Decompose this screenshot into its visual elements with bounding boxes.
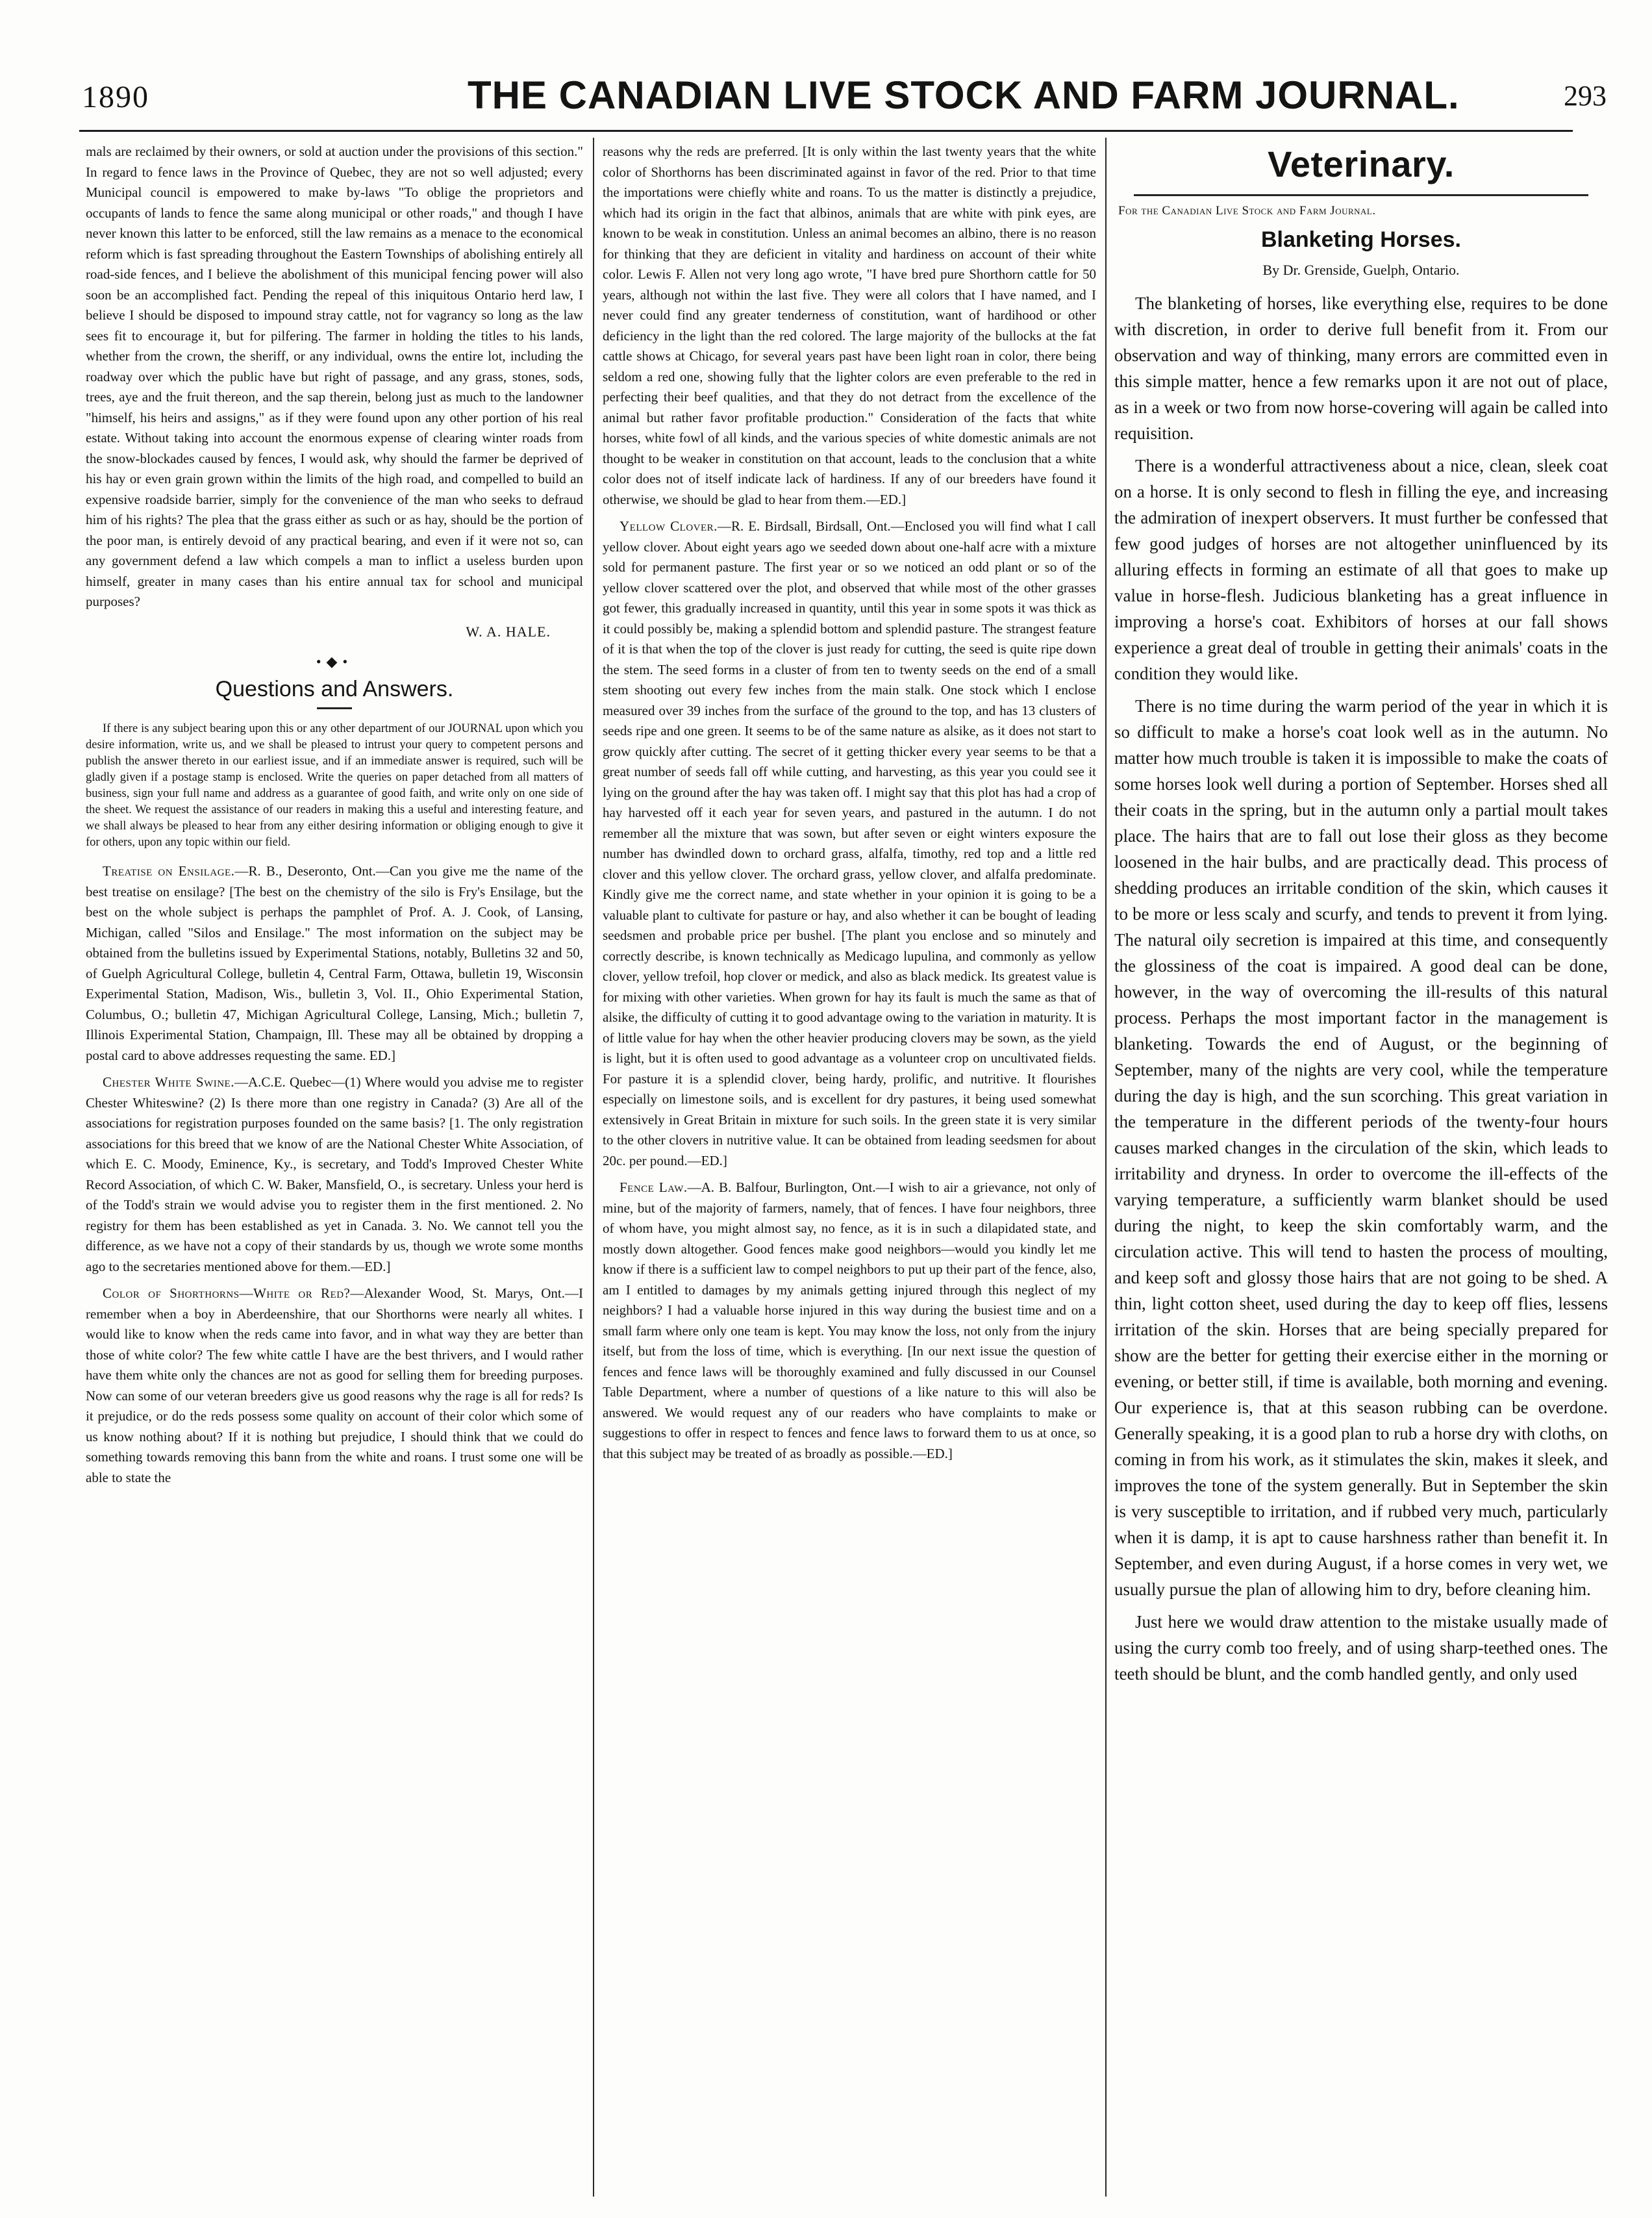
article-source-line: For the Canadian Live Stock and Farm Journal. <box>1118 204 1376 218</box>
author-signature: W. A. HALE. <box>466 623 551 640</box>
question-fence-law <box>603 1178 1096 1464</box>
question-heading: Color of Shorthorns—White or Red? <box>103 1285 351 1301</box>
column-divider <box>1105 138 1107 2197</box>
question-body: —A. B. Balfour, Burlington, Ont.—I wish to air a grievance, not only of mine, but of the majority of farmers, namely, that of fences. I have four neighbors, three of whom have, you might almost say, no fence, as it is in such a dilapidated state, and mostly down altogether. Good fences make good neighbors—would you kindly let me know if there is a sufficient law to compel neighbors to put up their part of the fence, also, am I entitled to damages by my animals getting injured through this neglect of my neighbors? I had a valuable horse injured in this way during the busiest time and on a small farm where only one team is kept. You may know the loss, not only from the injury itself, but from the loss of time, which is everything. [In our next issue the question of fences and fence laws will be thoroughly examined and fully discussed in our Counsel Table Department, where a number of questions of a like nature to this will also be answered. We would request any of our readers who have complaints to make or suggestions to offer in respect to fences and fence laws to forward them to us at once, so that this subject may be treated of as broadly as possible.—ED.] <box>603 1179 1096 1461</box>
column-divider <box>593 138 594 2197</box>
question-heading: Chester White Swine. <box>103 1074 234 1090</box>
question-yellow-clover <box>603 516 1096 1171</box>
column-middle <box>603 142 1096 2194</box>
article-paragraph: The blanketing of horses, like everything else, requires to be done with discretion, in order to derive full benefit from it. From our observation and way of thinking, many errors are committed even in this simple matter, hence a few remarks upon it are not out of place, as in a week or two from now horse-covering will again be called into requisition. <box>1114 294 1608 443</box>
question-body: —A.C.E. Quebec—(1) Where would you advise me to register Chester Whiteswine? (2) Is there more than one registry in Canada? (3) Are all of the associations for registration purposes founded on the same basis? [1. The only registration associations for this breed that we know of are the National Chester White Association, of which E. C. Moody, Eminence, Ky., is secretary, and Todd's Improved Chester White Record Association, of which C. W. Baker, Mansfield, O., is secretary. Unless your herd is of the Todd's strain we would advise you to register them in the first mentioned. 2. No registry for them has been established as yet in Canada. 3. No. We cannot tell you the difference, as we have not a copy of their standards by us, though we wrote some months ago to the secretaries mentioned above for them.—ED.] <box>86 1074 583 1274</box>
qa-intro-block <box>86 721 583 851</box>
question-ensilage <box>86 861 583 1066</box>
article-continuation: mals are reclaimed by their owners, or sold at auction under the provisions of this section." In regard to fence laws in the Province of Quebec, they are not so well adjusted; every Municipal council is empowered to make by-laws "To oblige the proprietors and occupants of lands to fence the same along municipal or other roads," and though I have never known this latter to be enforced, still the law remains as a menace to the economical reform which is fast spreading throughout the Eastern Townships of abolishing entirely all road-side fences, and I believe the abolishment of this municipal fencing power will also soon be an accomplished fact. Pending the repeal of this iniquitous Ontario herd law, I believe I should be disposed to impound stray cattle, not for vagrancy so long as the law sees fit to encourage it, but for pilfering. The farmer in holding the titles to his lands, whether from the crown, the sheriff, or any individual, owns the entire lot, including the roadway over which the public have but right of passage, and any grass, stones, sods, trees, aye and the fruit thereon, and the sap therein, belong just as much to the landowner "himself, his heirs and assigns," as if they were found upon any other portion of his real estate. Without taking into account the enormous expense of clearing winter roads from the snow-blockades caused by fences, I would ask, why should the farmer be deprived of his hay or even grain grown within the limits of the high road, and compelled to build an expensive roadside barrier, simply for the convenience of the man who seeks to defraud him of his rights? The plea that the grass either as such or as hay, should be the portion of the poor man, is entirely devoid of any practical bearing, and even if it were not so, can any government defend a law which compels a man to inflict a useless burden upon himself, greater in many cases than his entire annual tax for school and municipal purposes? <box>86 144 583 609</box>
masthead-rule <box>79 130 1573 132</box>
heading-rule <box>317 707 352 709</box>
column-left <box>86 142 583 2194</box>
section-heading-veterinary: Veterinary. <box>1268 144 1455 184</box>
question-chester-white <box>86 1072 583 1277</box>
masthead <box>58 65 1630 117</box>
column-right <box>1114 142 1608 2194</box>
answer-continuation: reasons why the reds are preferred. [It is only within the last twenty years that the white color of Shorthorns has been discriminated against in favor of the red. Prior to that time the importations were chiefly white and roans. To us the matter is distinctly a prejudice, which had its origin in the fact that albinos, animals that are white with pink eyes, are known to be weak in constitution. Unless an animal becomes an albino, there is no reason for thinking that they are deficient in vitality and hardiness on account of their white color. Lewis F. Allen not very long ago wrote, "I have bred pure Shorthorn cattle for 50 years, although not within the last five. They were all colors that I have named, and I never could find any greater tenderness of constitution, want of hardihood or other deficiency in the light than the red colored. The large majority of the bullocks at the fat cattle shows at Chicago, for several years past have been light roan in color, there being seldom a red one, showing fully that the lighter colors are even preferable to the red in perfecting their beef qualities, and that they do not detract from the excellence of the animal but rather favor profitable production." Consideration of the facts that white horses, white fowl of all kinds, and the various species of white domestic animals are not thought to be weaker in constitution on that account, leads to the conclusion that a white color does not of itself indicate lack of hardiness. If any of our breeders have found it otherwise, we should be glad to hear from them.—ED.] <box>603 144 1096 507</box>
question-body: —R. E. Birdsall, Birdsall, Ont.—Enclosed you will find what I call yellow clover. About eight years ago we seeded down about one-half acre with a mixture sold for permanent pasture. The first year or so we noticed an odd plant or so of the yellow clover scattered over the plot, and observed that while most of the other grasses got fewer, this gradually increased in quantity, until this year in some spots it was thick as it could possibly be, making a splendid bottom and splendid pasture. The strangest feature of it is that when the top of the clover is just ready for cutting, the seed is quite ripe down the stem. The seed forms in a cluster of from ten to twenty seeds on the end of a small stem shooting out every few inches from the main stalk. One stock which I enclose measured over 39 inches from the surface of the ground to the top, and has 13 clusters of seeds ripe and one green. It seems to be of the same nature as alsike, as it does not start to grow quickly after cutting. The secret of it getting thicker every year seems to be that a great number of seeds fall off while cutting, and harvesting, as this year you could see it lying on the ground after the hay was taken off. I might say that this plot has had a crop of hay harvested off it each year for seven years, and pastured in the autumn. I do not remember all the mixture that was sown, but after seven or eight winters exposure the number has dwindled down to orchard grass, alfalfa, timothy, red top and a little red clover and this yellow clover. The orchard grass, yellow clover, and alfalfa predominate. Kindly give me the correct name, and state whether in your opinion it is going to be a valuable plant to cultivate for pasture or hay, and also whether it can be bought of leading seedsmen and probable price per bushel. [The plant you enclose and so minutely and correctly describe, is known technically as Medicago lupulina, and commonly as yellow clover, yellow trefoil, hop clover or medick, and also as black medick. Its greatest value is for mixing with other varieties. When grown for hay its fault is much the same as that of alsike, the difficulty of cutting it to good advantage owing to the variation in maturity. It is of little value for hay when the other heavier producing clovers may be sown, as the yield is light, but it is often used to good advantage as a volunteer crop on uncultivated fields. For pasture it is a splendid clover, being hardy, prolific, and nutritive. It flourishes especially on limestone soils, and is excellent for dry pastures, it being used somewhat extensively in Great Britain in mixture for such soils. In the green state it is very similar to the other clovers in nutritive value. It can be obtained from leading seedsmen for about 20c. per pound.—ED.] <box>603 518 1096 1168</box>
qa-intro-text: If there is any subject bearing upon this or any other department of our JOURNAL upon which you desire information, write us, and we shall be pleased to intrust your query to competent persons and publish the answer thereto in our earliest issue, and if an immediate answer is required, such will be gladly given if a postage stamp is enclosed. Write the queries on paper detached from all matters of business, sign your full name and address as a guarantee of good faith, and write only on one side of the sheet. We request the assistance of our readers in making this a useful and interesting feature, and we shall always be pleased to hear from any either desiring information or obliging enough to give it for others, upon any topic within our field. <box>86 722 583 849</box>
question-body: —Alexander Wood, St. Marys, Ont.—I remember when a boy in Aberdeenshire, that our Shorthorns were nearly all whites. I would like to know when the reds came into favor, and in what way they are better than those of white color? The few white cattle I have are the best thrivers, and I would rather have them white only the chances are not as good for selling them for breeding purposes. Now can some of our veteran breeders give us good reasons why the rage is all for reds? Is it prejudice, or do the reds possess some quality on account of their color which some of us know nothing about? If it is nothing but prejudice, I should think that we could do something towards removing this bann from the white and roans. I trust some one will be able to state the <box>86 1285 583 1485</box>
article-paragraph: Just here we would draw attention to the mistake usually made of using the curry comb too freely, and of using sharp-teethed ones. The teeth should be blunt, and the comb handled gently, and only used <box>1114 1612 1608 1683</box>
issue-year: 1890 <box>82 80 149 114</box>
section-heading-questions: Questions and Answers. <box>215 677 454 701</box>
journal-title: THE CANADIAN LIVE STOCK AND FARM JOURNAL. <box>468 73 1460 117</box>
heading-rule <box>1134 194 1588 196</box>
question-shorthorns <box>86 1283 583 1488</box>
question-body: —R. B., Deseronto, Ont.—Can you give me the name of the best treatise on ensilage? [The best on the chemistry of the silo is Fry's Ensilage, but the best on the whole subject is perhaps the pamphlet of Prof. A. J. Cook, of Lansing, Michigan, called "Silos and Ensilage." The most information on the subject may be obtained from the bulletins issued by Experimental Stations, notably, Bulletins 32 and 50, of Guelph Agricultural College, bulletin 4, Central Farm, Ottawa, bulletin 19, Wisconsin Experimental Station, Madison, Wis., bulletin 3, Vol. II., Ohio Experimental Station, Columbus, O.; bulletin 47, Michigan Agricultural College, Lansing, Mich.; bulletin 7, Illinois Experimental Station, Champaign, Ill. These may all be obtained by dropping a postal card to above addresses requesting the same. ED.] <box>86 863 583 1063</box>
section-ornament: •◆• <box>316 653 353 670</box>
page-number: 293 <box>1564 80 1607 112</box>
article-paragraph: There is a wonderful attractiveness about a nice, clean, sleek coat on a horse. It is only second to flesh in filling the eye, and increasing the admiration of inexpert observers. It must further be confessed that few good judges of horses are not altogether uninfluenced by its alluring effects in forming an estimate of all that goes to make up value in horse-flesh. Judicious blanketing has a great influence in improving a horse's coat. Exhibitors of horses at our fall shows experience a great deal of trouble in getting their animals' coats in the condition they would like. <box>1114 456 1608 683</box>
question-heading: Fence Law. <box>620 1179 688 1195</box>
question-heading: Yellow Clover. <box>620 518 718 534</box>
article-title: Blanketing Horses. <box>1261 227 1461 252</box>
article-byline: By Dr. Grenside, Guelph, Ontario. <box>1262 262 1460 278</box>
question-heading: Treatise on Ensilage. <box>103 863 235 879</box>
article-paragraph: There is no time during the warm period of the year in which it is so difficult to make a horse's coat look well as in the autumn. No matter how much trouble is taken it is impossible to make the coats of some horses look well during a portion of September. Horses shed all their coats in the spring, but in the autumn only a partial moult takes place. The hairs that are to fall out lose their gloss as they become loosened in the hair bulbs, and are practically dead. This process of shedding produces an irritable condition of the skin, which causes it to be more or less scaly and scurfy, and tends to prevent it from lying. The natural oily secretion is impaired at this time, and consequently the glossiness of the coat is impaired. A good deal can be done, however, in the way of overcoming the ill-results of this natural process. Perhaps the most important factor in the management is blanketing. Towards the end of August, or the beginning of September, many of the nights are very cool, while the temperature during the day is high, and the sun scorching. This great variation in the temperature in the different periods of the twenty-four hours causes marked changes in the circulation of the skin, which leads to irritability and dryness. In order to overcome the ill-effects of the varying temperature, a sufficiently warm blanket should be used during the night, to keep the skin comfortably warm, and the circulation active. This will tend to hasten the process of moulting, and keep soft and glossy those hairs that are not going to be shed. A thin, light cotton sheet, used during the day to keep off flies, lessens irritation of the skin. Horses that are being specially prepared for show are the better for getting their exercise either in the morning or evening, or better still, if time is available, both morning and evening. Our experience is, that at this season rubbing can be overdone. Generally speaking, it is a good plan to rub a horse dry with cloths, on coming in from his work, as it stimulates the skin, makes it sleek, and improves the tone of the system generally. But in September the skin is very susceptible to irritation, and if rubbed very much, particularly when it is damp, it is apt to cause harshness rather than benefit it. In September, and even during August, if a horse comes in very wet, we usually pursue the plan of allowing him to dry, before cleaning him. <box>1114 696 1608 1599</box>
